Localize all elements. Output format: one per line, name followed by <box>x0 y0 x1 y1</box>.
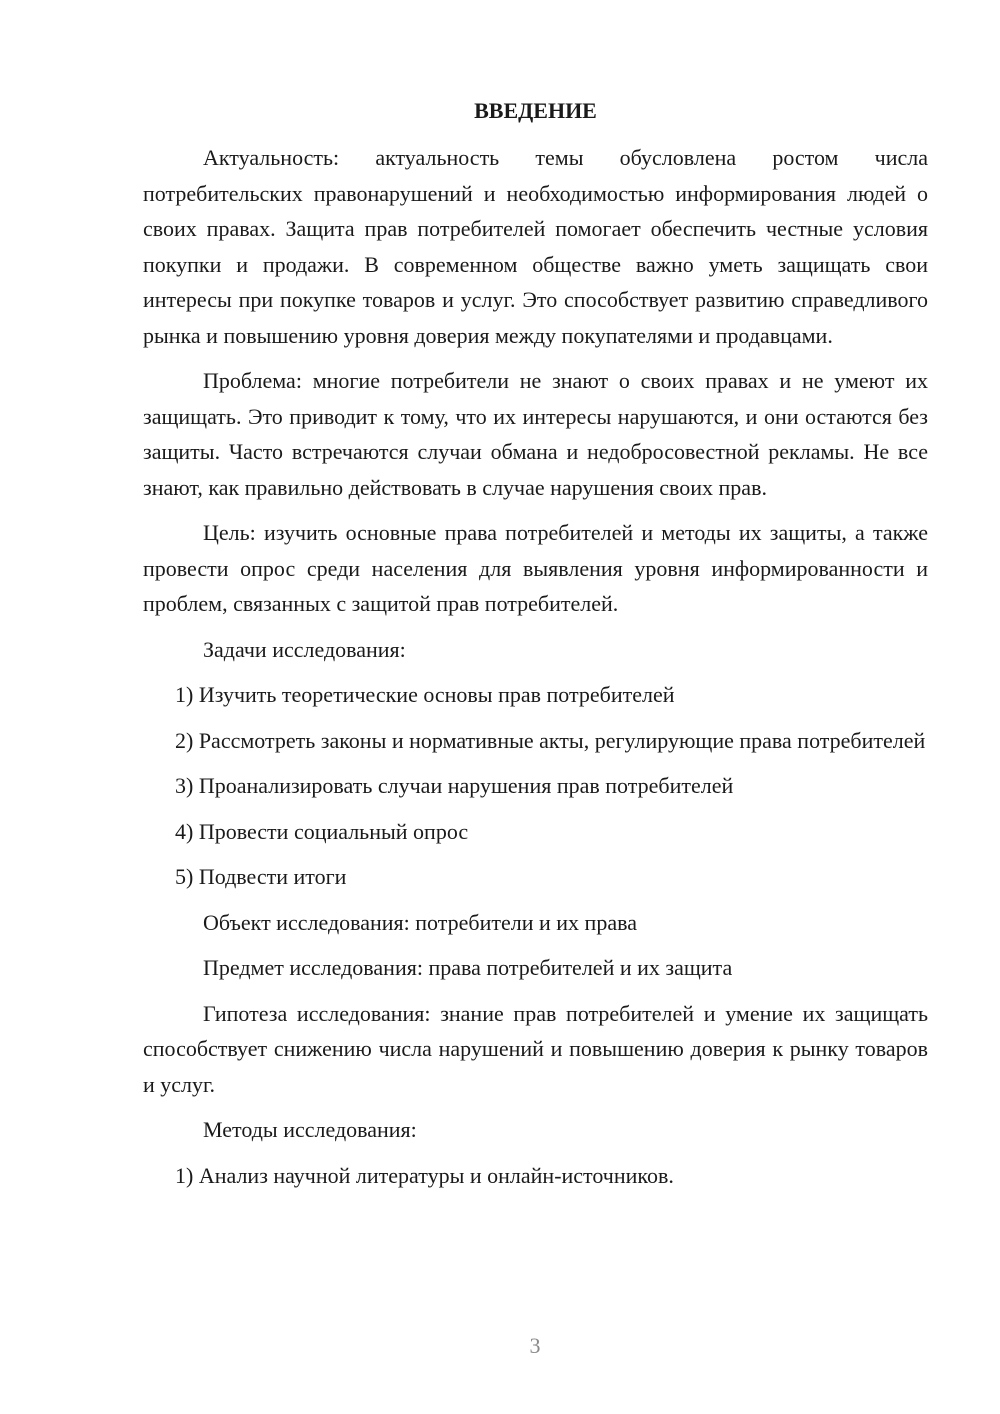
page-number: 3 <box>529 1333 541 1358</box>
hypothesis-paragraph: Гипотеза исследования: знание прав потребителей и умение их защищать способствует снижению числа нарушений и повышению доверия к рынку товаров и услуг. <box>143 1000 928 1097</box>
task-item: 4) Провести социальный опрос <box>175 818 469 844</box>
task-item: 2) Рассмотреть законы и нормативные акты, регулирующие права потребителей <box>175 727 926 753</box>
tasks-heading: Задачи исследования: <box>203 636 406 662</box>
research-subject: Предмет исследования: права потребителей и их защита <box>203 955 733 980</box>
section-title: ВВЕДЕНИЕ <box>474 98 597 123</box>
research-object: Объект исследования: потребители и их права <box>203 909 637 935</box>
methods-heading: Методы исследования: <box>203 1117 417 1142</box>
page-content <box>143 93 928 1193</box>
problem-paragraph: Проблема: многие потребители не знают о своих правах и не умеют их защищать. Это приводит к тому, что их интересы нарушаются, и они остаются без защиты. Часто встречаются случаи обмана и недобросовестной рекламы. Не все знают, как правильно действовать в случае нарушения своих прав. <box>143 368 928 500</box>
task-item: 5) Подвести итоги <box>175 864 347 889</box>
method-item: 1) Анализ научной литературы и онлайн-источников. <box>175 1162 674 1188</box>
relevance-paragraph: Актуальность: актуальность темы обусловлена ростом числа потребительских правонарушений и необходимостью информирования людей о своих правах. Защита прав потребителей помогает обеспечить честные условия покупки и продажи. В современном обществе важно уметь защищать свои интересы при покупке товаров и услуг. Это способствует развитию справедливого рынка и повышению уровня доверия между покупателями и продавцами. <box>143 145 928 348</box>
task-item: 3) Проанализировать случаи нарушения прав потребителей <box>175 773 734 798</box>
goal-paragraph: Цель: изучить основные права потребителей и методы их защиты, а также провести опрос среди населения для выявления уровня информированности и проблем, связанных с защитой прав потребителей. <box>143 520 928 616</box>
task-item: 1) Изучить теоретические основы прав потребителей <box>175 682 675 707</box>
